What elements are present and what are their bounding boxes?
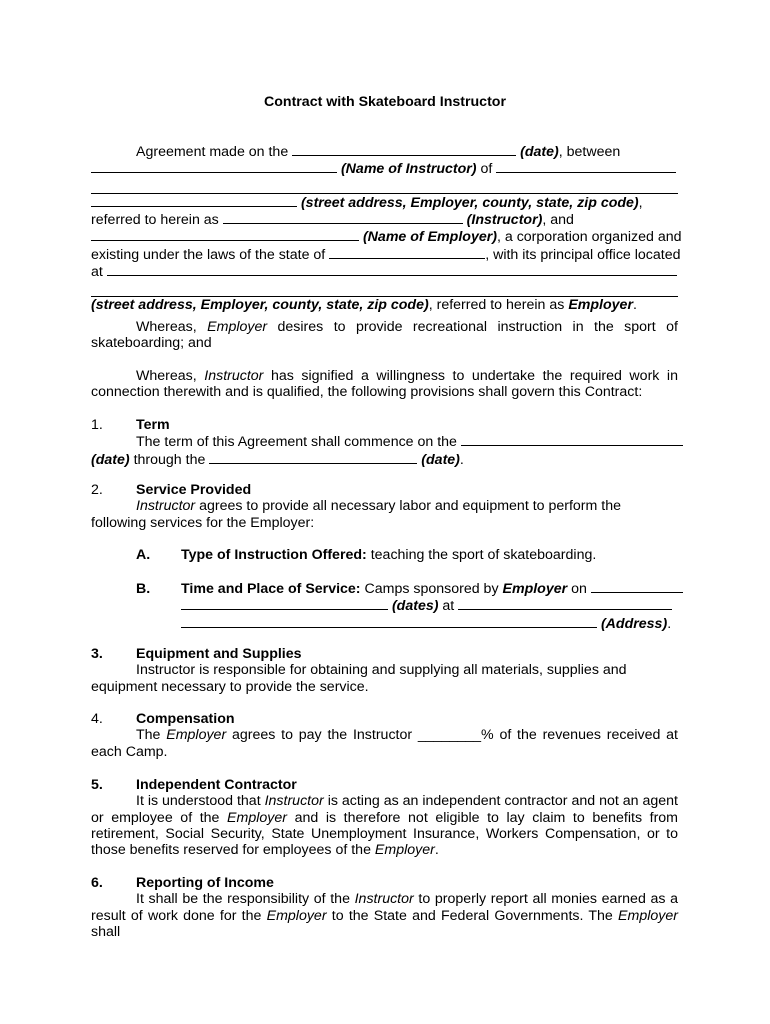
- period-text: .: [434, 842, 439, 859]
- intro-line-7: [91, 246, 681, 263]
- intro-line-10: [91, 297, 678, 313]
- employer-italic: Employer: [207, 319, 268, 335]
- comma-text: ,: [638, 194, 643, 211]
- employer-address-label: (street address, Employer, county, state, zip code): [91, 296, 429, 313]
- section-heading: [91, 875, 678, 891]
- existing-text: existing under the laws of the state of: [91, 246, 326, 263]
- camp-address-blank-1[interactable]: [458, 597, 672, 610]
- section-equipment: [91, 646, 678, 695]
- section-heading: [91, 777, 678, 793]
- item-b-line-1: [91, 580, 678, 597]
- section-number: 2.: [91, 482, 103, 498]
- camp-dates-blank-1[interactable]: [591, 580, 683, 593]
- section-reporting: [91, 875, 678, 940]
- section-title: Service Provided: [136, 482, 252, 498]
- item-heading: Type of Instruction Offered:: [181, 547, 367, 563]
- date-label: (date): [520, 144, 559, 160]
- through-text: through the: [133, 451, 206, 468]
- corporation-text: , a corporation organized and: [496, 229, 682, 246]
- section-title: Reporting of Income: [136, 875, 274, 891]
- employer-label: Employer: [502, 581, 568, 597]
- reporting-text: [91, 891, 678, 940]
- whereas-text: desires to provide recreational instruction in the sport of skateboarding; and: [91, 319, 678, 352]
- item-b-line-2: [91, 597, 678, 614]
- equipment-text: Instructor is responsible for obtaining and supplying all materials, supplies and equipment necessary to provide the service.: [91, 662, 627, 695]
- period-text: .: [459, 451, 464, 468]
- term-text: The term of this Agreement shall commence on the: [136, 434, 457, 451]
- date-blank[interactable]: [292, 143, 516, 156]
- whereas-1: [91, 319, 678, 352]
- instructor-italic: Instructor: [264, 793, 324, 810]
- item-b-line-3: [91, 615, 678, 632]
- instructor-name-blank[interactable]: [91, 160, 337, 173]
- instructor-italic: Instructor: [354, 891, 414, 908]
- on-text: on: [571, 581, 587, 597]
- employer-italic: Employer: [618, 907, 678, 924]
- comp-text: % of the revenues received at each Camp.: [91, 727, 678, 760]
- rep-text: shall: [91, 923, 121, 940]
- item-label: B.: [136, 581, 151, 597]
- date-label: (date): [421, 451, 460, 468]
- term-start-blank[interactable]: [461, 433, 683, 446]
- section-title: Equipment and Supplies: [136, 646, 302, 662]
- section-service: [91, 482, 678, 531]
- ind-text: is acting as an independent contractor and not an agent or employee of the: [91, 793, 678, 826]
- instructor-address-blank-3[interactable]: [91, 194, 297, 207]
- section-heading: [91, 482, 678, 498]
- service-body: agrees to provide all necessary labor and equipment to perform the following services for the Employer:: [91, 498, 622, 531]
- independent-text: [91, 793, 678, 858]
- section-number: 3.: [91, 646, 103, 662]
- dates-label: (dates): [391, 598, 439, 615]
- service-item-b: [91, 580, 678, 632]
- employer-name-blank[interactable]: [91, 228, 359, 241]
- whereas-text: has signified a willingness to undertake the required work in connection therewith and is qualified, the following provisions shall govern this Contract:: [91, 368, 678, 401]
- at-text: at: [91, 264, 103, 281]
- ind-text: and is therefore not eligible to lay claim to benefits from retirement, Social Security, State Unemployment Insurance, Workers Compensation, or to those benefits reserved for employees of the: [91, 809, 678, 859]
- intro-text: Agreement made on the: [136, 144, 289, 160]
- referred-text: referred to herein as: [91, 212, 219, 229]
- section-term: [91, 417, 678, 468]
- item-text: Camps sponsored by: [364, 581, 499, 597]
- address-label: (Address): [600, 615, 668, 632]
- instructor-label: (Instructor): [466, 212, 543, 229]
- section-title: Independent Contractor: [136, 777, 297, 793]
- item-label: A.: [136, 547, 151, 563]
- instructor-italic: Instructor: [204, 368, 264, 384]
- section-title: Term: [136, 417, 170, 433]
- section-number: 5.: [91, 777, 103, 793]
- at-text: at: [442, 598, 455, 615]
- comp-text: The: [136, 727, 161, 744]
- period-text: .: [632, 296, 637, 313]
- instructor-address-blank-1[interactable]: [496, 160, 676, 173]
- item-heading: Time and Place of Service:: [181, 581, 361, 597]
- section-heading: [91, 417, 678, 433]
- percent-blank[interactable]: ________: [417, 727, 482, 744]
- employer-italic: Employer: [266, 907, 327, 924]
- section-heading: [91, 711, 678, 727]
- whereas-prefix: Whereas,: [136, 319, 197, 335]
- section-number: 1.: [91, 417, 103, 433]
- comp-text: agrees to pay the Instructor: [231, 727, 413, 744]
- section-independent: [91, 777, 678, 858]
- section-title: Compensation: [136, 711, 235, 727]
- rep-text: to the State and Federal Governments. The: [331, 907, 613, 924]
- section-number: 6.: [91, 875, 103, 891]
- agreement-intro: [91, 143, 682, 313]
- intro-line-1: [91, 143, 678, 160]
- address-label: (street address, Employer, county, state, zip code): [300, 194, 639, 211]
- term-line-2: [91, 451, 678, 468]
- employer-word: Employer: [568, 296, 633, 313]
- section-compensation: [91, 711, 678, 760]
- employer-italic: Employer: [227, 809, 287, 826]
- term-end-blank[interactable]: [209, 451, 417, 464]
- referred-blank[interactable]: [223, 211, 463, 224]
- instructor-address-blank-2[interactable]: [91, 178, 678, 194]
- camp-address-blank-2[interactable]: [181, 615, 597, 628]
- and-text: , and: [542, 212, 574, 229]
- employer-address-blank-2[interactable]: [91, 280, 678, 296]
- principal-office-text: , with its principal office located: [485, 246, 681, 263]
- document-title: Contract with Skateboard Instructor: [263, 94, 506, 110]
- section-heading: [91, 646, 678, 662]
- of-text: of: [480, 161, 493, 178]
- item-text: teaching the sport of skateboarding.: [370, 547, 597, 563]
- rep-text: to properly report all monies earned as a result of work done for the: [91, 891, 678, 924]
- instructor-name-label: (Name of Instructor): [340, 161, 477, 178]
- referred-employer-text: , referred to herein as: [428, 296, 565, 313]
- whereas-2: [91, 368, 678, 401]
- between-text: , between: [558, 144, 621, 160]
- item-a-line: [91, 547, 678, 563]
- period-text: .: [667, 615, 672, 632]
- intro-line-2: [91, 160, 678, 177]
- employer-italic: Employer: [374, 842, 435, 859]
- intro-line-4: [91, 194, 678, 211]
- compensation-text: [91, 727, 678, 760]
- ind-text: It is understood that: [136, 793, 261, 810]
- date-label: (date): [91, 451, 130, 468]
- state-blank[interactable]: [329, 246, 485, 259]
- instructor-italic: Instructor: [136, 498, 196, 515]
- employer-address-blank-1[interactable]: [107, 263, 677, 276]
- service-item-a: [91, 547, 678, 563]
- intro-line-5: [91, 211, 678, 228]
- whereas-prefix: Whereas,: [136, 368, 197, 384]
- employer-italic: Employer: [166, 727, 227, 744]
- section-number: 4.: [91, 711, 103, 727]
- employer-name-label: (Name of Employer): [362, 229, 497, 246]
- camp-dates-blank-2[interactable]: [181, 597, 388, 610]
- intro-line-6: [91, 228, 682, 246]
- term-line-1: [91, 433, 678, 450]
- intro-line-8: [91, 263, 678, 280]
- rep-text: It shall be the responsibility of the: [136, 891, 350, 908]
- service-text: [91, 498, 678, 531]
